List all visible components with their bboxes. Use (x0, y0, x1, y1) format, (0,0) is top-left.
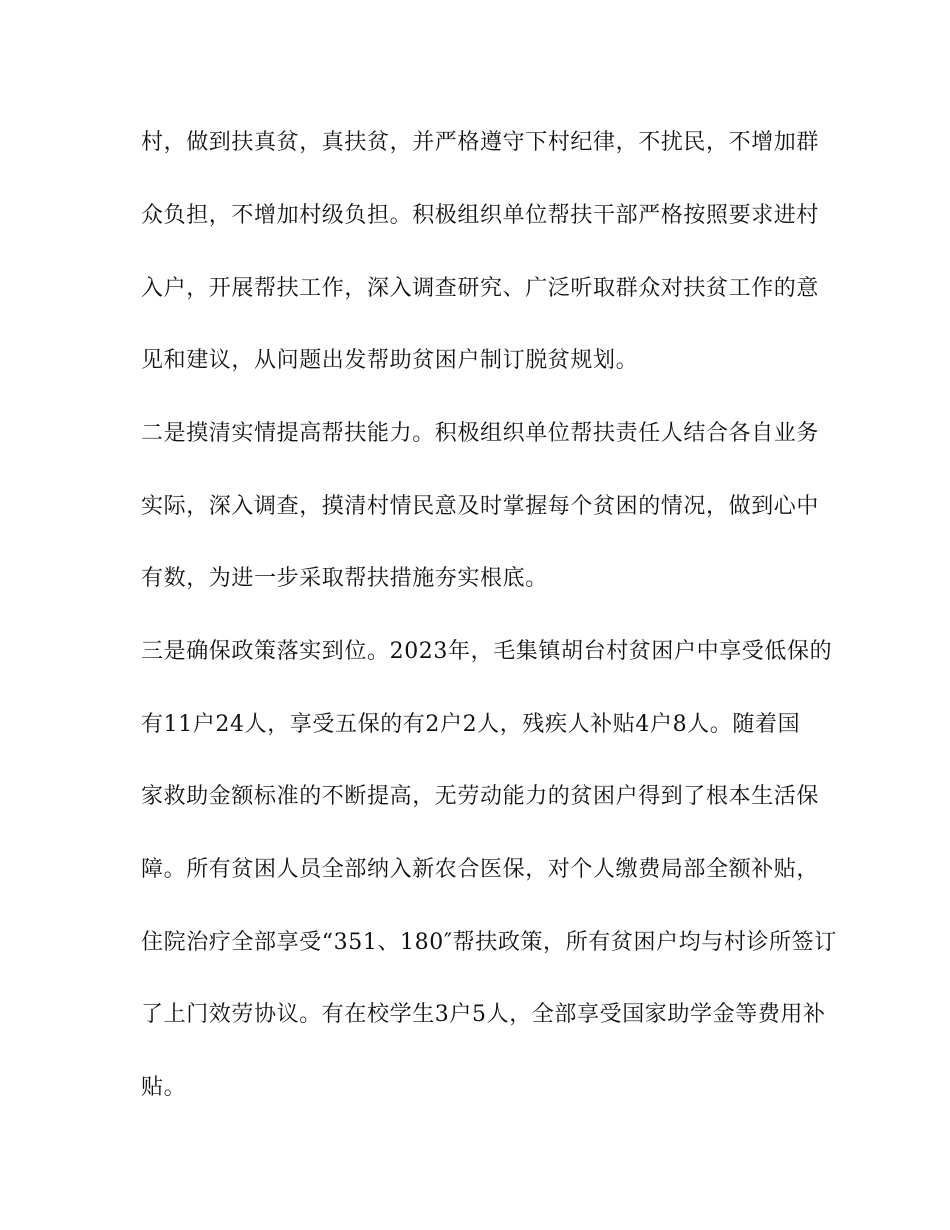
text-line: 村，做到扶真贫，真扶贫，并严格遵守下村纪律，不扰民，不增加群 (141, 130, 820, 155)
text-line: 有数，为进一步采取帮扶措施夯实根底。 (141, 566, 548, 591)
text-line: 入户，开展帮扶工作，深入调查研究、广泛听取群众对扶贫工作的意 (141, 276, 820, 301)
text-line: 家救助金额标准的不断提高，无劳动能力的贫困户得到了根本生活保 (141, 784, 820, 809)
text-line: 贴。 (141, 1075, 187, 1100)
text-line: 三是确保政策落实到位。2023年，毛集镇胡台村贫困户中享受低保的 (141, 639, 833, 664)
text-line: 众负担，不增加村级负担。积极组织单位帮扶干部严格按照要求进村 (141, 203, 820, 228)
text-line: 住院治疗全部享受“351、180″帮扶政策，所有贫困户均与村诊所签订 (141, 930, 837, 955)
text-line: 障。所有贫困人员全部纳入新农合医保，对个人缴费局部全额补贴， (141, 857, 820, 882)
text-line: 见和建议，从问题出发帮助贫困户制订脱贫规划。 (141, 348, 639, 373)
text-line: 实际，深入调查，摸清村情民意及时掌握每个贫困的情况，做到心中 (141, 494, 820, 519)
text-line: 了上门效劳协议。有在校学生3户5人，全部享受国家助学金等费用补 (141, 1002, 826, 1027)
text-line: 有11户24人，享受五保的有2户2人，残疾人补贴4户8人。随着国 (141, 712, 801, 737)
text-line: 二是摸清实情提高帮扶能力。积极组织单位帮扶责任人结合各自业务 (141, 421, 820, 446)
